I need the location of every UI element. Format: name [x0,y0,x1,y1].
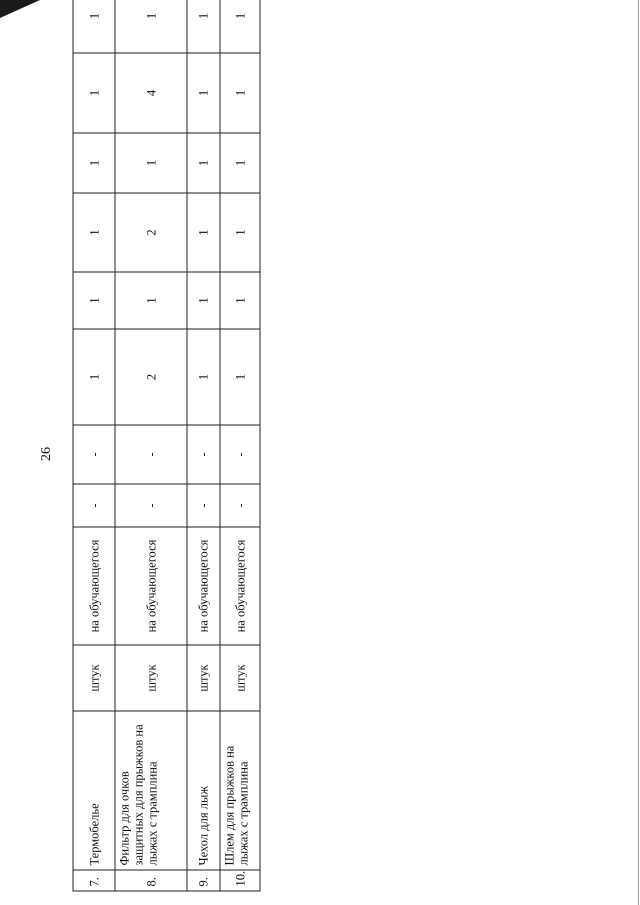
item-name: Термобелье [73,711,115,870]
table-row [73,0,115,891]
scan-edge-line [638,0,639,905]
unit-cell: штук [73,645,115,711]
quantity-cell: - [73,425,115,484]
quantity-cell: 1 [220,329,260,425]
quantity-cell: 1 [187,133,220,193]
quantity-cell: 1 [220,53,260,133]
quantity-cell: 1 [115,0,187,53]
page-number: 26 [39,447,54,461]
quantity-cell: 1 [73,329,115,425]
quantity-cell: 1 [73,272,115,329]
quantity-cell: 1 [73,53,115,133]
quantity-cell: 1 [73,193,115,272]
row-number: 7. [73,870,115,891]
quantity-cell: 1 [73,133,115,193]
quantity-cell: 2 [115,193,187,272]
quantity-cell: - [73,484,115,527]
quantity-cell: 1 [187,0,220,53]
allocation-cell: на обучающегося [115,527,187,645]
row-number: 10. [220,870,260,891]
quantity-cell: 1 [220,133,260,193]
rotated-table-container [72,12,259,891]
quantity-cell: - [115,425,187,484]
table-row [220,0,260,891]
quantity-cell: 1 [220,0,260,53]
quantity-cell: - [220,425,260,484]
quantity-cell: 1 [220,193,260,272]
quantity-cell: 1 [115,133,187,193]
unit-cell: штук [115,645,187,711]
quantity-cell: 1 [187,193,220,272]
quantity-cell: 1 [73,0,115,53]
quantity-cell: 1 [187,272,220,329]
quantity-cell: 1 [187,329,220,425]
quantity-cell: 1 [115,272,187,329]
item-name: Шлем для прыжков на лыжах с трамплина [220,711,260,870]
quantity-cell: - [115,484,187,527]
scan-corner-mark [0,0,40,18]
unit-cell: штук [187,645,220,711]
row-number: 8. [115,870,187,891]
quantity-cell: 1 [220,272,260,329]
row-number: 9. [187,870,220,891]
equipment-table [72,0,260,891]
quantity-cell: 2 [115,329,187,425]
quantity-cell: 4 [115,53,187,133]
quantity-cell: - [187,484,220,527]
allocation-cell: на обучающегося [220,527,260,645]
allocation-cell: на обучающегося [73,527,115,645]
unit-cell: штук [220,645,260,711]
quantity-cell: 1 [187,53,220,133]
item-name: Фильтр для очков защитных для прыжков на лыжах с трамплина [115,711,187,870]
table-row [115,0,187,891]
quantity-cell: - [187,425,220,484]
table-row [187,0,220,891]
quantity-cell: - [220,484,260,527]
item-name: Чехол для лыж [187,711,220,870]
allocation-cell: на обучающегося [187,527,220,645]
